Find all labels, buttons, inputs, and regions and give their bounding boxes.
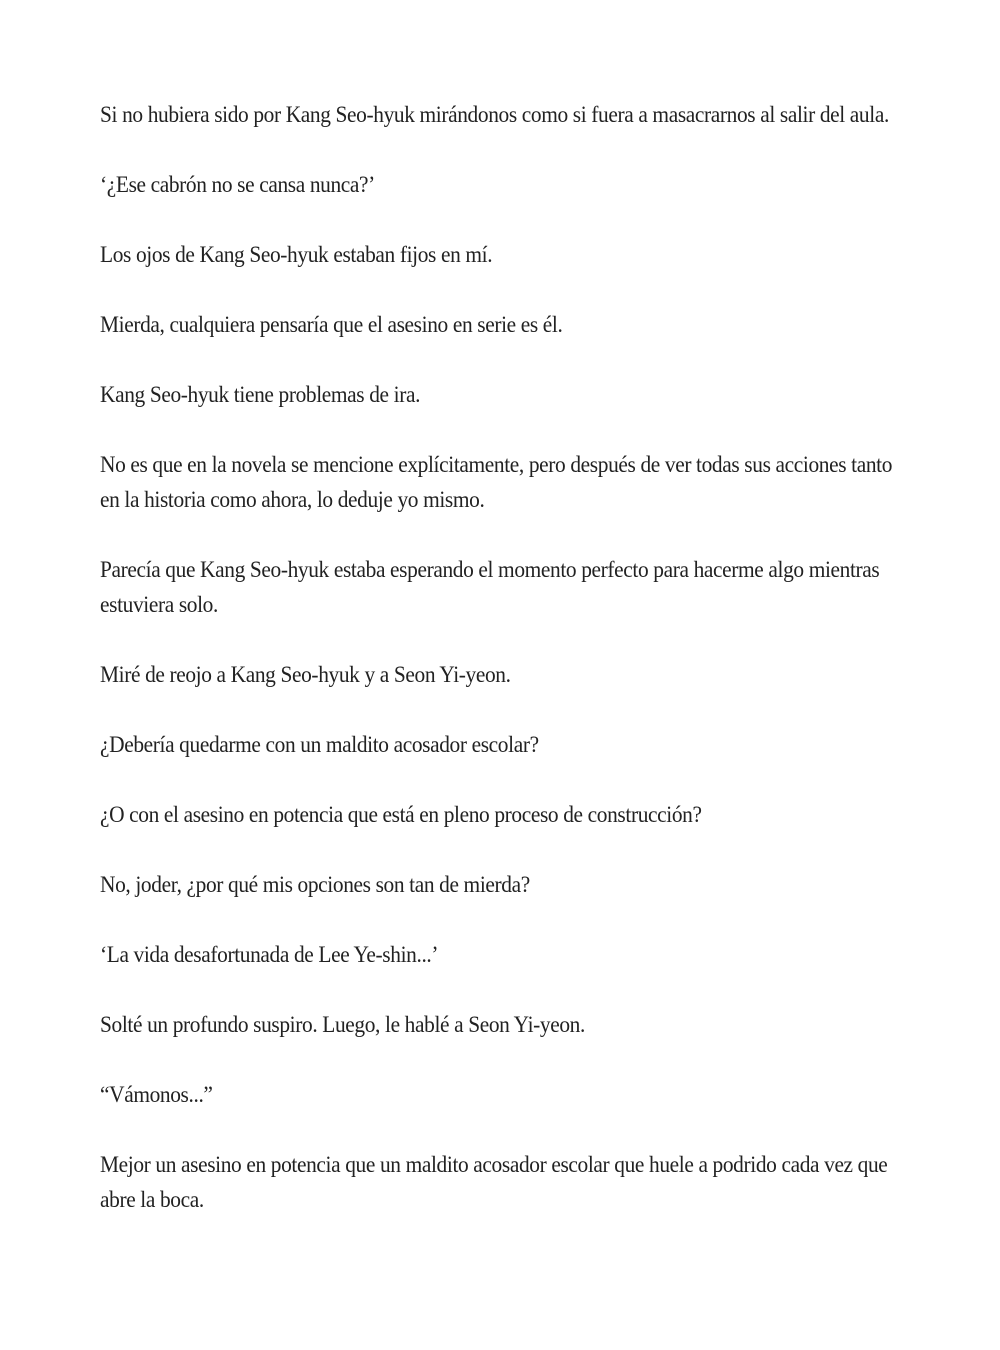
paragraph: Mierda, cualquiera pensaría que el asesino en serie es él.	[100, 312, 563, 337]
paragraph: Kang Seo-hyuk tiene problemas de ira.	[100, 382, 421, 407]
paragraph: Solté un profundo suspiro. Luego, le hablé a Seon Yi-yeon.	[100, 1012, 585, 1037]
paragraph: Los ojos de Kang Seo-hyuk estaban fijos en mí.	[100, 242, 493, 267]
paragraph-thought: ‘La vida desafortunada de Lee Ye-shin...’	[100, 942, 439, 967]
paragraph: ¿O con el asesino en potencia que está en pleno proceso de construcción?	[100, 802, 702, 827]
paragraph: No es que en la novela se mencione explícitamente, pero después de ver todas sus acciones tanto en la historia como ahora, lo deduje yo mismo.	[100, 452, 893, 512]
paragraph: No, joder, ¿por qué mis opciones son tan de mierda?	[100, 872, 530, 897]
paragraph: Mejor un asesino en potencia que un maldito acosador escolar que huele a podrido cada vez que abre la boca.	[100, 1152, 888, 1212]
paragraph-thought: ‘¿Ese cabrón no se cansa nunca?’	[100, 172, 375, 197]
paragraph-dialogue: “Vámonos...”	[100, 1082, 213, 1107]
paragraph: Miré de reojo a Kang Seo-hyuk y a Seon Yi-yeon.	[100, 662, 511, 687]
paragraph: Parecía que Kang Seo-hyuk estaba esperando el momento perfecto para hacerme algo mientras estuviera solo.	[100, 557, 880, 617]
paragraph: Si no hubiera sido por Kang Seo-hyuk mirándonos como si fuera a masacrarnos al salir del aula.	[100, 102, 889, 127]
document-body	[100, 97, 900, 1252]
paragraph: ¿Debería quedarme con un maldito acosador escolar?	[100, 732, 539, 757]
